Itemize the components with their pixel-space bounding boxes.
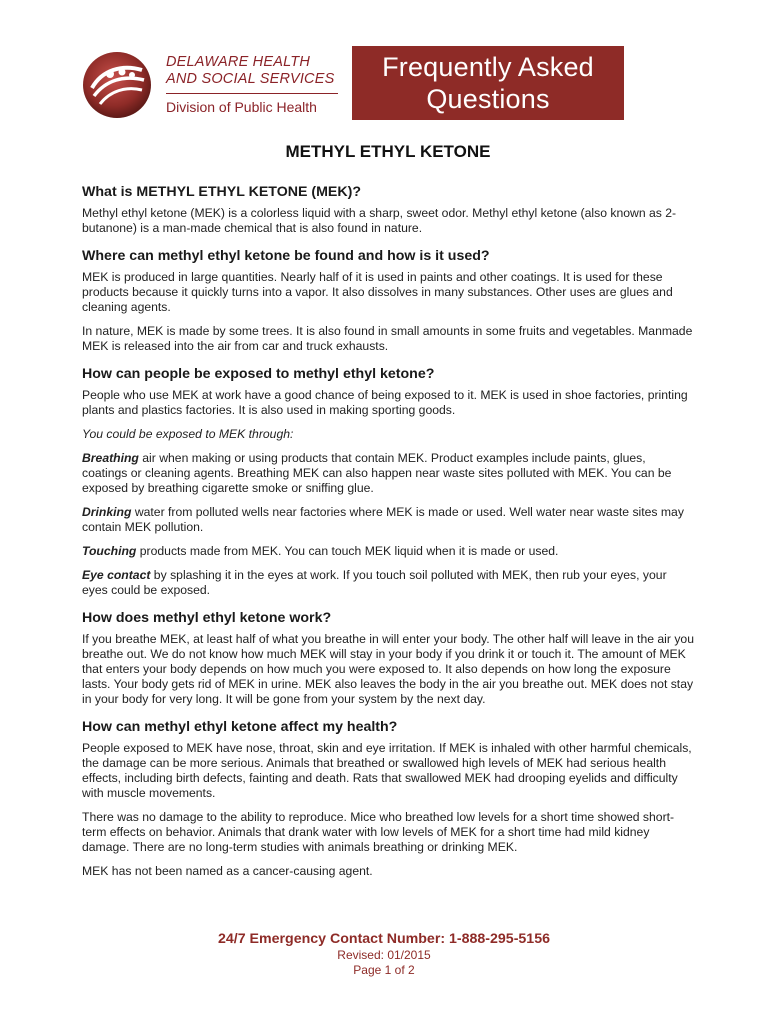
section-heading: How does methyl ethyl ketone work? (82, 610, 332, 626)
exposure-route-drinking (82, 505, 694, 535)
paragraph: MEK is produced in large quantities. Nearly half of it is used in paints and other coatings. It is used for these products because it quickly turns into a vapor. It also dissolves in many substances. Other uses are glues and cleaning agents. (82, 270, 673, 314)
exposure-route-touching (82, 544, 694, 559)
section-heading: How can methyl ethyl ketone affect my health? (82, 719, 398, 735)
section-heading: How can people be exposed to methyl ethyl ketone? (82, 366, 435, 382)
route-text: water from polluted wells near factories where MEK is made or used. Well water near waste sites may contain MEK pollution. (82, 505, 684, 534)
paragraph: MEK has not been named as a cancer-causing agent. (82, 864, 373, 878)
section-heading: Where can methyl ethyl ketone be found and how is it used? (82, 248, 490, 264)
exposure-route-breathing (82, 451, 694, 496)
route-lead: Eye contact (82, 568, 151, 582)
revised-date: Revised: 01/2015 (337, 948, 431, 962)
page-number: Page 1 of 2 (353, 963, 415, 977)
section-where-found (82, 247, 694, 354)
route-lead: Drinking (82, 505, 132, 519)
paragraph: People exposed to MEK have nose, throat, skin and eye irritation. If MEK is inhaled with other harmful chemicals, the damage can be more serious. Animals that breathed or swallowed high levels of MEK had serious health effects, including birth defects, fainting and death. Rats that swallowed MEK had drooping eyelids and difficulty with muscle movements. (82, 741, 692, 800)
section-what-is (82, 183, 694, 236)
route-lead: Breathing (82, 451, 139, 465)
emergency-contact: 24/7 Emergency Contact Number: 1-888-295-5156 (218, 931, 550, 947)
exposure-route-eye-contact (82, 568, 694, 598)
route-lead: Touching (82, 544, 137, 558)
division-name: Division of Public Health (166, 99, 317, 115)
exposure-intro: You could be exposed to MEK through: (82, 427, 294, 441)
section-health-effects (82, 718, 694, 879)
org-name-line2: AND SOCIAL SERVICES (166, 71, 335, 87)
section-how-works (82, 609, 694, 707)
route-text: by splashing it in the eyes at work. If you touch soil polluted with MEK, then rub your eyes, your eyes could be exposed. (82, 568, 667, 597)
org-name-line1: DELAWARE HEALTH (166, 54, 311, 70)
faq-banner (352, 46, 624, 120)
section-heading: What is METHYL ETHYL KETONE (MEK)? (82, 184, 362, 200)
faq-banner-line2: Questions (426, 84, 550, 114)
section-exposure (82, 365, 694, 598)
route-text: air when making or using products that contain MEK. Product examples include paints, glues, coatings or cleaning agents. Breathing MEK can also happen near waste sites polluted with MEK. You can be exposed by breathing cigarette smoke or sniffing glue. (82, 451, 672, 495)
dhss-emblem-icon (80, 48, 154, 122)
logo-divider (166, 93, 338, 94)
paragraph: There was no damage to the ability to reproduce. Mice who breathed low levels for a short time showed short-term effects on behavior. Animals that drank water with low levels of MEK for a short time had mild kidney damage. There are no long-term studies with animals breathing or drinking MEK. (82, 810, 675, 854)
paragraph: If you breathe MEK, at least half of what you breathe in will enter your body. The other half will leave in the air you breathe out. We do not know how much MEK will stay in your body if you drink it or touch it. The amount of MEK that enters your body depends on how much you were exposed to. It also depends on how long the exposure lasts. Your body gets rid of MEK in urine. MEK also leaves the body in the air you breathe out. MEK does not stay in your body for very long. It will be gone from your system by the next day. (82, 632, 694, 706)
route-text: products made from MEK. You can touch MEK liquid when it is made or used. (136, 544, 559, 558)
paragraph: In nature, MEK is made by some trees. It is also found in small amounts in some fruits and vegetables. Manmade MEK is released into the air from car and truck exhausts. (82, 324, 693, 353)
page-footer (0, 930, 768, 978)
dhss-logo (80, 48, 350, 130)
paragraph: People who use MEK at work have a good chance of being exposed to it. MEK is used in shoe factories, printing plants and plastics factories. It is also used in making sporting goods. (82, 388, 688, 417)
main-content (82, 141, 694, 890)
document-title: METHYL ETHYL KETONE (285, 142, 491, 161)
faq-banner-line1: Frequently Asked (382, 52, 594, 82)
paragraph: Methyl ethyl ketone (MEK) is a colorless liquid with a sharp, sweet odor. Methyl ethyl ketone (also known as 2-butanone) is a man-made chemical that is also found in nature. (82, 206, 677, 235)
